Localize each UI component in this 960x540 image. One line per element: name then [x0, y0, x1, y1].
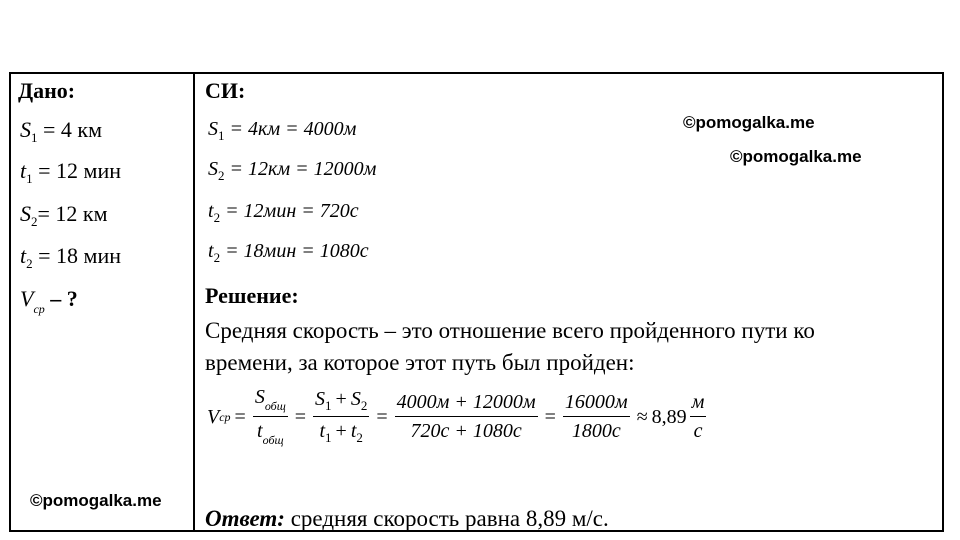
given-s1: $S_1 = 4$ км — [20, 117, 103, 145]
given-title: Дано: — [18, 78, 76, 103]
watermark-1: ©pomogalka.me — [683, 113, 815, 132]
watermark-2: ©pomogalka.me — [730, 147, 862, 166]
si-title: СИ: — [205, 78, 246, 103]
answer-label: Ответ: — [205, 506, 285, 531]
solution-text-line1: Средняя скорость – это отношение всего пройденного пути ко — [205, 318, 815, 343]
solution-title: Решение: — [205, 283, 299, 308]
column-divider — [193, 72, 195, 532]
fraction-values: $\frac{4000м + 12000м}{720с + 1080с}$ — [396, 391, 536, 442]
si-row-s1: $S_1 = 4км = 4000м$ — [208, 118, 357, 143]
si-row-s2: $S_2 = 12км = 12000м$ — [208, 158, 377, 183]
si-row-t2: $t_2 = 18мин = 1080с$ — [208, 240, 369, 265]
given-t1: $t_1 = 12$ мин — [20, 158, 122, 186]
task-table — [9, 72, 944, 532]
given-v-unknown: $V_{ср}$ – ? — [20, 286, 78, 316]
given-t2: $t_2 = 18$ мин — [20, 243, 122, 271]
fraction-simplified: $\frac{16000м}{1800с}$ — [564, 391, 628, 442]
fraction-unit: $\frac{м}{с}$ — [691, 391, 705, 442]
fraction-sum: $\frac{S_1 + S_2}{t_1 + t_2}$ — [315, 388, 368, 445]
si-row-t1: $t_2 = 12мин = 720с$ — [208, 200, 359, 225]
average-speed-formula: V ср = $\frac{S_{общ}}{t_{общ}}$ = $\frac{S_1 + S_2}{t_1 + t_2}$ = $\frac{4000м + 12000м}{720с + 1080с}$ = $\frac{16000м}{1800с}$ ≈ 8,89 $\frac{м}{с}$ — [207, 386, 705, 447]
answer-text: средняя скорость равна 8,89 м/с. — [284, 506, 609, 531]
answer — [205, 506, 609, 532]
solution-text-line2: времени, за которое этот путь был пройден: — [205, 350, 635, 375]
given-s2: $S_2= 12$ км — [20, 201, 108, 229]
watermark-3: ©pomogalka.me — [30, 491, 162, 510]
fraction-total: $\frac{S_{общ}}{t_{общ}}$ — [254, 386, 286, 447]
